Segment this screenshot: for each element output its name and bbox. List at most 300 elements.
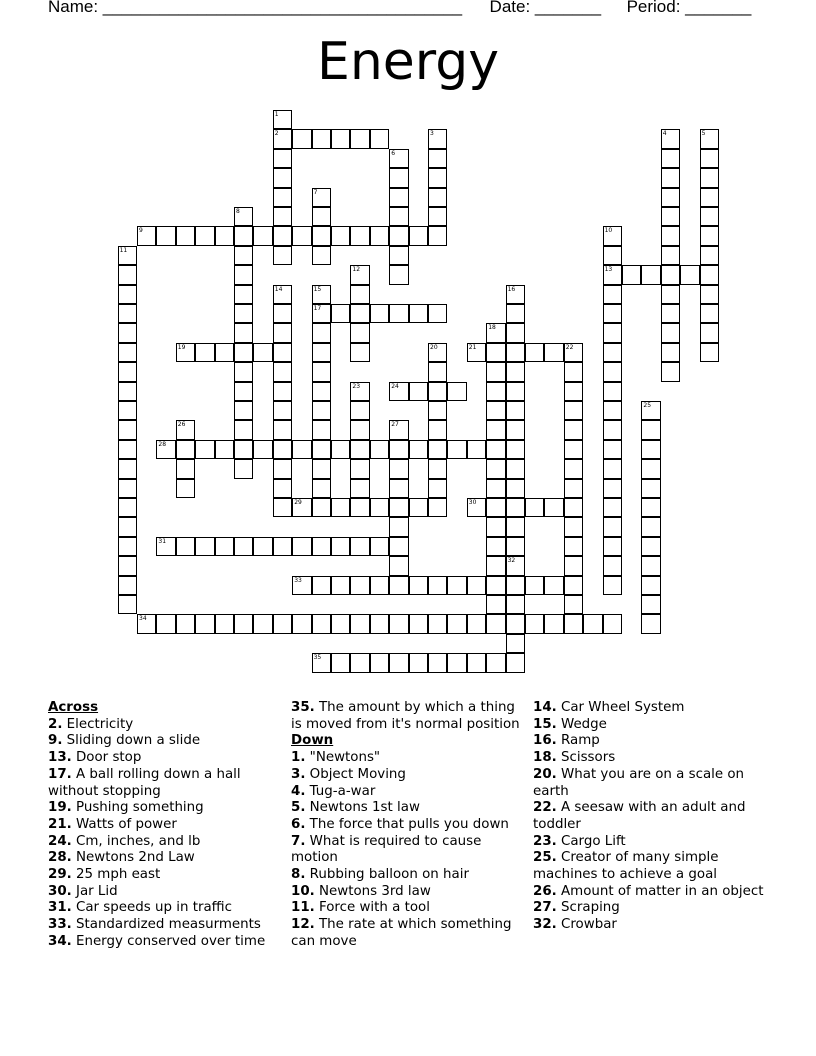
grid-cell[interactable]: [641, 556, 660, 575]
grid-cell[interactable]: [428, 382, 447, 401]
grid-cell[interactable]: [447, 576, 466, 595]
grid-cell[interactable]: [273, 382, 292, 401]
grid-cell[interactable]: [467, 498, 486, 517]
grid-cell[interactable]: [428, 479, 447, 498]
grid-cell[interactable]: [700, 207, 719, 226]
grid-cell[interactable]: [234, 420, 253, 439]
grid-cell[interactable]: [700, 149, 719, 168]
grid-cell[interactable]: [564, 517, 583, 536]
grid-cell[interactable]: [544, 576, 563, 595]
grid-cell[interactable]: [641, 498, 660, 517]
grid-cell[interactable]: [273, 110, 292, 129]
grid-cell[interactable]: [661, 168, 680, 187]
grid-cell[interactable]: [370, 653, 389, 672]
grid-cell[interactable]: [506, 459, 525, 478]
grid-cell[interactable]: [234, 382, 253, 401]
grid-cell[interactable]: [486, 595, 505, 614]
grid-cell[interactable]: [176, 343, 195, 362]
grid-cell[interactable]: [350, 459, 369, 478]
grid-cell[interactable]: [544, 498, 563, 517]
grid-cell[interactable]: [603, 246, 622, 265]
grid-cell[interactable]: [331, 537, 350, 556]
grid-cell[interactable]: [370, 576, 389, 595]
grid-cell[interactable]: [350, 285, 369, 304]
grid-cell[interactable]: [428, 459, 447, 478]
grid-cell[interactable]: [564, 498, 583, 517]
grid-cell[interactable]: [253, 614, 272, 633]
grid-cell[interactable]: [273, 362, 292, 381]
grid-cell[interactable]: [331, 129, 350, 148]
grid-cell[interactable]: [234, 304, 253, 323]
grid-cell[interactable]: [525, 498, 544, 517]
grid-cell[interactable]: [253, 537, 272, 556]
grid-cell[interactable]: [312, 614, 331, 633]
grid-cell[interactable]: [409, 382, 428, 401]
grid-cell[interactable]: [370, 440, 389, 459]
grid-cell[interactable]: [389, 498, 408, 517]
grid-cell[interactable]: [700, 285, 719, 304]
grid-cell[interactable]: [389, 576, 408, 595]
grid-cell[interactable]: [389, 188, 408, 207]
grid-cell[interactable]: [234, 459, 253, 478]
grid-cell[interactable]: [486, 614, 505, 633]
grid-cell[interactable]: [661, 323, 680, 342]
grid-cell[interactable]: [234, 226, 253, 245]
grid-cell[interactable]: [564, 440, 583, 459]
grid-cell[interactable]: [389, 246, 408, 265]
grid-cell[interactable]: [641, 401, 660, 420]
grid-cell[interactable]: [234, 246, 253, 265]
grid-cell[interactable]: [273, 498, 292, 517]
grid-cell[interactable]: [137, 226, 156, 245]
grid-cell[interactable]: [273, 207, 292, 226]
grid-cell[interactable]: [389, 459, 408, 478]
grid-cell[interactable]: [603, 556, 622, 575]
grid-cell[interactable]: [370, 537, 389, 556]
grid-cell[interactable]: [370, 614, 389, 633]
grid-cell[interactable]: [312, 440, 331, 459]
grid-cell[interactable]: [486, 556, 505, 575]
grid-cell[interactable]: [603, 382, 622, 401]
grid-cell[interactable]: [253, 440, 272, 459]
grid-cell[interactable]: [428, 226, 447, 245]
grid-cell[interactable]: [641, 595, 660, 614]
grid-cell[interactable]: [273, 479, 292, 498]
grid-cell[interactable]: [292, 576, 311, 595]
grid-cell[interactable]: [680, 265, 699, 284]
grid-cell[interactable]: [428, 614, 447, 633]
grid-cell[interactable]: [215, 343, 234, 362]
grid-cell[interactable]: [603, 304, 622, 323]
grid-cell[interactable]: [428, 129, 447, 148]
grid-cell[interactable]: [428, 576, 447, 595]
grid-cell[interactable]: [234, 265, 253, 284]
grid-cell[interactable]: [641, 479, 660, 498]
grid-cell[interactable]: [409, 498, 428, 517]
grid-cell[interactable]: [603, 576, 622, 595]
grid-cell[interactable]: [661, 207, 680, 226]
grid-cell[interactable]: [467, 614, 486, 633]
grid-cell[interactable]: [700, 168, 719, 187]
grid-cell[interactable]: [118, 246, 137, 265]
grid-cell[interactable]: [350, 614, 369, 633]
grid-cell[interactable]: [253, 343, 272, 362]
grid-cell[interactable]: [700, 343, 719, 362]
grid-cell[interactable]: [234, 401, 253, 420]
grid-cell[interactable]: [583, 614, 602, 633]
grid-cell[interactable]: [195, 226, 214, 245]
grid-cell[interactable]: [215, 537, 234, 556]
grid-cell[interactable]: [506, 362, 525, 381]
grid-cell[interactable]: [312, 420, 331, 439]
grid-cell[interactable]: [370, 498, 389, 517]
grid-cell[interactable]: [118, 323, 137, 342]
grid-cell[interactable]: [409, 614, 428, 633]
grid-cell[interactable]: [370, 304, 389, 323]
grid-cell[interactable]: [564, 459, 583, 478]
grid-cell[interactable]: [564, 595, 583, 614]
grid-cell[interactable]: [234, 285, 253, 304]
grid-cell[interactable]: [641, 265, 660, 284]
grid-cell[interactable]: [506, 498, 525, 517]
grid-cell[interactable]: [234, 537, 253, 556]
grid-cell[interactable]: [137, 614, 156, 633]
grid-cell[interactable]: [506, 323, 525, 342]
grid-cell[interactable]: [370, 129, 389, 148]
grid-cell[interactable]: [312, 246, 331, 265]
grid-cell[interactable]: [273, 459, 292, 478]
grid-cell[interactable]: [564, 401, 583, 420]
grid-cell[interactable]: [312, 226, 331, 245]
grid-cell[interactable]: [467, 576, 486, 595]
grid-cell[interactable]: [370, 226, 389, 245]
grid-cell[interactable]: [486, 498, 505, 517]
grid-cell[interactable]: [389, 226, 408, 245]
grid-cell[interactable]: [331, 653, 350, 672]
grid-cell[interactable]: [234, 343, 253, 362]
grid-cell[interactable]: [273, 401, 292, 420]
grid-cell[interactable]: [467, 653, 486, 672]
grid-cell[interactable]: [331, 440, 350, 459]
grid-cell[interactable]: [506, 401, 525, 420]
grid-cell[interactable]: [312, 498, 331, 517]
grid-cell[interactable]: [486, 537, 505, 556]
grid-cell[interactable]: [156, 614, 175, 633]
grid-cell[interactable]: [603, 226, 622, 245]
grid-cell[interactable]: [389, 537, 408, 556]
grid-cell[interactable]: [603, 614, 622, 633]
grid-cell[interactable]: [118, 285, 137, 304]
grid-cell[interactable]: [428, 420, 447, 439]
grid-cell[interactable]: [661, 362, 680, 381]
grid-cell[interactable]: [350, 382, 369, 401]
period-field-label[interactable]: Period: _______: [626, 0, 752, 16]
grid-cell[interactable]: [486, 362, 505, 381]
grid-cell[interactable]: [544, 614, 563, 633]
grid-cell[interactable]: [700, 246, 719, 265]
grid-cell[interactable]: [312, 362, 331, 381]
grid-cell[interactable]: [603, 479, 622, 498]
grid-cell[interactable]: [118, 382, 137, 401]
grid-cell[interactable]: [603, 323, 622, 342]
grid-cell[interactable]: [506, 440, 525, 459]
grid-cell[interactable]: [350, 576, 369, 595]
grid-cell[interactable]: [661, 246, 680, 265]
grid-cell[interactable]: [389, 420, 408, 439]
grid-cell[interactable]: [641, 459, 660, 478]
grid-cell[interactable]: [525, 343, 544, 362]
grid-cell[interactable]: [273, 226, 292, 245]
grid-cell[interactable]: [312, 343, 331, 362]
grid-cell[interactable]: [486, 459, 505, 478]
grid-cell[interactable]: [389, 382, 408, 401]
grid-cell[interactable]: [389, 265, 408, 284]
grid-cell[interactable]: [409, 226, 428, 245]
grid-cell[interactable]: [350, 653, 369, 672]
grid-cell[interactable]: [331, 614, 350, 633]
grid-cell[interactable]: [312, 188, 331, 207]
grid-cell[interactable]: [273, 129, 292, 148]
grid-cell[interactable]: [273, 440, 292, 459]
grid-cell[interactable]: [312, 537, 331, 556]
grid-cell[interactable]: [331, 498, 350, 517]
grid-cell[interactable]: [156, 440, 175, 459]
grid-cell[interactable]: [603, 498, 622, 517]
grid-cell[interactable]: [506, 304, 525, 323]
grid-cell[interactable]: [428, 149, 447, 168]
grid-cell[interactable]: [564, 576, 583, 595]
grid-cell[interactable]: [661, 304, 680, 323]
grid-cell[interactable]: [234, 440, 253, 459]
grid-cell[interactable]: [118, 440, 137, 459]
grid-cell[interactable]: [350, 498, 369, 517]
grid-cell[interactable]: [700, 265, 719, 284]
grid-cell[interactable]: [409, 304, 428, 323]
grid-cell[interactable]: [564, 343, 583, 362]
grid-cell[interactable]: [389, 207, 408, 226]
grid-cell[interactable]: [486, 653, 505, 672]
grid-cell[interactable]: [389, 614, 408, 633]
grid-cell[interactable]: [350, 304, 369, 323]
grid-cell[interactable]: [350, 129, 369, 148]
grid-cell[interactable]: [118, 401, 137, 420]
grid-cell[interactable]: [234, 207, 253, 226]
grid-cell[interactable]: [409, 653, 428, 672]
grid-cell[interactable]: [486, 382, 505, 401]
grid-cell[interactable]: [661, 226, 680, 245]
grid-cell[interactable]: [447, 440, 466, 459]
grid-cell[interactable]: [389, 653, 408, 672]
grid-cell[interactable]: [350, 420, 369, 439]
grid-cell[interactable]: [350, 343, 369, 362]
grid-cell[interactable]: [603, 265, 622, 284]
grid-cell[interactable]: [389, 149, 408, 168]
grid-cell[interactable]: [622, 265, 641, 284]
grid-cell[interactable]: [428, 343, 447, 362]
grid-cell[interactable]: [312, 207, 331, 226]
grid-cell[interactable]: [661, 265, 680, 284]
grid-cell[interactable]: [273, 537, 292, 556]
name-field-label[interactable]: Name: ______________________________________: [48, 0, 463, 16]
grid-cell[interactable]: [118, 459, 137, 478]
grid-cell[interactable]: [428, 440, 447, 459]
grid-cell[interactable]: [409, 576, 428, 595]
grid-cell[interactable]: [428, 207, 447, 226]
grid-cell[interactable]: [331, 576, 350, 595]
grid-cell[interactable]: [389, 479, 408, 498]
grid-cell[interactable]: [176, 479, 195, 498]
grid-cell[interactable]: [506, 382, 525, 401]
grid-cell[interactable]: [661, 343, 680, 362]
grid-cell[interactable]: [661, 285, 680, 304]
grid-cell[interactable]: [564, 420, 583, 439]
grid-cell[interactable]: [486, 517, 505, 536]
grid-cell[interactable]: [118, 420, 137, 439]
grid-cell[interactable]: [506, 576, 525, 595]
grid-cell[interactable]: [603, 362, 622, 381]
grid-cell[interactable]: [486, 576, 505, 595]
grid-cell[interactable]: [292, 129, 311, 148]
grid-cell[interactable]: [661, 188, 680, 207]
grid-cell[interactable]: [389, 517, 408, 536]
grid-cell[interactable]: [428, 304, 447, 323]
grid-cell[interactable]: [506, 653, 525, 672]
date-field-label[interactable]: Date: _______: [489, 0, 602, 16]
grid-cell[interactable]: [176, 420, 195, 439]
grid-cell[interactable]: [312, 401, 331, 420]
grid-cell[interactable]: [312, 459, 331, 478]
grid-cell[interactable]: [312, 576, 331, 595]
grid-cell[interactable]: [273, 420, 292, 439]
grid-cell[interactable]: [506, 614, 525, 633]
grid-cell[interactable]: [234, 323, 253, 342]
grid-cell[interactable]: [506, 556, 525, 575]
grid-cell[interactable]: [215, 440, 234, 459]
grid-cell[interactable]: [312, 479, 331, 498]
grid-cell[interactable]: [273, 343, 292, 362]
grid-cell[interactable]: [118, 304, 137, 323]
grid-cell[interactable]: [506, 595, 525, 614]
grid-cell[interactable]: [603, 285, 622, 304]
grid-cell[interactable]: [312, 382, 331, 401]
grid-cell[interactable]: [641, 517, 660, 536]
grid-cell[interactable]: [312, 304, 331, 323]
grid-cell[interactable]: [176, 226, 195, 245]
grid-cell[interactable]: [118, 517, 137, 536]
grid-cell[interactable]: [118, 479, 137, 498]
grid-cell[interactable]: [564, 362, 583, 381]
grid-cell[interactable]: [525, 576, 544, 595]
grid-cell[interactable]: [292, 440, 311, 459]
grid-cell[interactable]: [389, 168, 408, 187]
grid-cell[interactable]: [564, 537, 583, 556]
grid-cell[interactable]: [176, 440, 195, 459]
grid-cell[interactable]: [312, 323, 331, 342]
grid-cell[interactable]: [506, 517, 525, 536]
grid-cell[interactable]: [292, 537, 311, 556]
grid-cell[interactable]: [350, 226, 369, 245]
grid-cell[interactable]: [603, 537, 622, 556]
grid-cell[interactable]: [564, 479, 583, 498]
grid-cell[interactable]: [389, 556, 408, 575]
grid-cell[interactable]: [292, 614, 311, 633]
grid-cell[interactable]: [661, 129, 680, 148]
grid-cell[interactable]: [292, 226, 311, 245]
grid-cell[interactable]: [506, 479, 525, 498]
grid-cell[interactable]: [215, 226, 234, 245]
grid-cell[interactable]: [273, 168, 292, 187]
grid-cell[interactable]: [428, 168, 447, 187]
grid-cell[interactable]: [118, 576, 137, 595]
grid-cell[interactable]: [195, 343, 214, 362]
grid-cell[interactable]: [486, 479, 505, 498]
grid-cell[interactable]: [253, 226, 272, 245]
grid-cell[interactable]: [564, 556, 583, 575]
grid-cell[interactable]: [176, 459, 195, 478]
grid-cell[interactable]: [176, 537, 195, 556]
grid-cell[interactable]: [603, 440, 622, 459]
grid-cell[interactable]: [641, 440, 660, 459]
grid-cell[interactable]: [331, 304, 350, 323]
grid-cell[interactable]: [506, 537, 525, 556]
grid-cell[interactable]: [486, 420, 505, 439]
grid-cell[interactable]: [700, 226, 719, 245]
grid-cell[interactable]: [641, 537, 660, 556]
grid-cell[interactable]: [118, 595, 137, 614]
grid-cell[interactable]: [350, 537, 369, 556]
grid-cell[interactable]: [700, 188, 719, 207]
grid-cell[interactable]: [447, 614, 466, 633]
grid-cell[interactable]: [506, 285, 525, 304]
grid-cell[interactable]: [312, 653, 331, 672]
grid-cell[interactable]: [447, 653, 466, 672]
grid-cell[interactable]: [118, 362, 137, 381]
grid-cell[interactable]: [273, 304, 292, 323]
grid-cell[interactable]: [118, 537, 137, 556]
grid-cell[interactable]: [234, 362, 253, 381]
grid-cell[interactable]: [641, 614, 660, 633]
grid-cell[interactable]: [273, 285, 292, 304]
grid-cell[interactable]: [486, 343, 505, 362]
grid-cell[interactable]: [428, 653, 447, 672]
grid-cell[interactable]: [176, 614, 195, 633]
grid-cell[interactable]: [273, 149, 292, 168]
grid-cell[interactable]: [428, 188, 447, 207]
grid-cell[interactable]: [641, 576, 660, 595]
grid-cell[interactable]: [273, 188, 292, 207]
grid-cell[interactable]: [118, 265, 137, 284]
grid-cell[interactable]: [234, 614, 253, 633]
grid-cell[interactable]: [195, 537, 214, 556]
grid-cell[interactable]: [350, 323, 369, 342]
grid-cell[interactable]: [118, 343, 137, 362]
grid-cell[interactable]: [195, 440, 214, 459]
grid-cell[interactable]: [350, 401, 369, 420]
grid-cell[interactable]: [389, 304, 408, 323]
grid-cell[interactable]: [292, 498, 311, 517]
grid-cell[interactable]: [525, 614, 544, 633]
grid-cell[interactable]: [350, 440, 369, 459]
grid-cell[interactable]: [486, 440, 505, 459]
grid-cell[interactable]: [603, 459, 622, 478]
grid-cell[interactable]: [467, 343, 486, 362]
grid-cell[interactable]: [603, 517, 622, 536]
grid-cell[interactable]: [118, 556, 137, 575]
grid-cell[interactable]: [603, 401, 622, 420]
grid-cell[interactable]: [467, 440, 486, 459]
grid-cell[interactable]: [700, 304, 719, 323]
grid-cell[interactable]: [156, 537, 175, 556]
